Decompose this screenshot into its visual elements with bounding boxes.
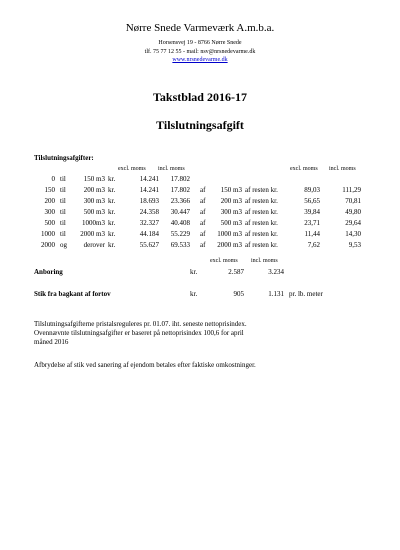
fee-rest-label: af resten kr. — [245, 219, 278, 227]
fee-excl: 14.241 — [139, 175, 159, 183]
fee-excl: 32.327 — [139, 219, 159, 227]
fee-excl: 55.627 — [139, 241, 159, 249]
fee-kr: kr. — [108, 186, 116, 194]
col-incl-moms-rest: incl. moms — [329, 166, 356, 172]
anboring-excl: 2.587 — [228, 268, 244, 276]
fee-rest-label: af resten kr. — [245, 241, 278, 249]
extra-col-excl: excl. moms — [210, 258, 238, 264]
fee-rest-incl: 70,81 — [345, 197, 361, 205]
stik-incl: 1.131 — [268, 290, 284, 298]
fee-from: 0 — [51, 175, 55, 183]
fee-from: 1000 — [41, 230, 55, 238]
fee-af: af — [200, 230, 206, 238]
fee-to: derover — [83, 241, 105, 249]
fee-rest-m3: 200 m3 — [220, 197, 242, 205]
fee-excl: 44.184 — [139, 230, 159, 238]
fee-af: af — [200, 197, 206, 205]
anboring-label: Anboring — [34, 268, 63, 276]
fee-from: 150 — [44, 186, 55, 194]
fee-from: 300 — [44, 208, 55, 216]
fees-heading: Tilslutningsafgifter: — [34, 154, 94, 162]
fee-til: til — [60, 197, 66, 205]
stik-excl: 905 — [233, 290, 244, 298]
fee-kr: kr. — [108, 219, 116, 227]
col-excl-moms-rest: excl. moms — [290, 166, 318, 172]
fee-rest-excl: 39,84 — [304, 208, 320, 216]
company-website-link[interactable]: www.nrsnedevarme.dk — [172, 57, 228, 63]
fee-incl: 40.408 — [170, 219, 190, 227]
fee-rest-m3: 300 m3 — [220, 208, 242, 216]
fee-kr: kr. — [108, 175, 116, 183]
fee-rest-incl: 111,29 — [342, 186, 361, 194]
fee-to: 300 m3 — [83, 197, 105, 205]
fee-kr: kr. — [108, 241, 116, 249]
fee-rest-m3: 1000 m3 — [217, 230, 242, 238]
fee-from: 500 — [44, 219, 55, 227]
fee-rest-excl: 11,44 — [304, 230, 320, 238]
fee-rest-label: af resten kr. — [245, 186, 278, 194]
fee-af: af — [200, 208, 206, 216]
fee-rest-excl: 56,65 — [304, 197, 320, 205]
anboring-kr: kr. — [190, 268, 198, 276]
fee-rest-m3: 2000 m3 — [217, 241, 242, 249]
fee-to: 2000 m3 — [80, 230, 105, 238]
fee-kr: kr. — [108, 230, 116, 238]
fee-af: af — [200, 186, 206, 194]
note-line-3: måned 2016 — [34, 338, 69, 346]
note-line-2: Ovennævnte tilslutningsafgifter er baseret på nettoprisindex 100,6 for april — [34, 329, 244, 337]
fee-rest-label: af resten kr. — [245, 208, 278, 216]
fee-til: til — [60, 208, 66, 216]
fee-to: 1000m3 — [82, 219, 105, 227]
fee-from: 2000 — [41, 241, 55, 249]
fee-rest-incl: 9,53 — [348, 241, 361, 249]
fee-rest-excl: 23,71 — [304, 219, 320, 227]
fee-to: 200 m3 — [83, 186, 105, 194]
page-title: Takstblad 2016-17 — [153, 90, 247, 104]
fee-rest-label: af resten kr. — [245, 197, 278, 205]
fee-incl: 69.533 — [170, 241, 190, 249]
company-name: Nørre Snede Varmeværk A.m.b.a. — [125, 22, 275, 34]
fee-til: til — [60, 230, 66, 238]
fee-kr: kr. — [108, 197, 116, 205]
anboring-incl: 3.234 — [268, 268, 284, 276]
fee-til: og — [60, 241, 67, 249]
extra-col-incl: incl. moms — [251, 258, 278, 264]
col-excl-moms: excl. moms — [118, 166, 146, 172]
fee-rest-incl: 49,80 — [345, 208, 361, 216]
fee-excl: 14.241 — [139, 186, 159, 194]
fee-rest-m3: 500 m3 — [220, 219, 242, 227]
company-contact: tlf. 75 77 12 55 - mail: nsv@nrsnedevarme.dk — [144, 49, 256, 55]
fee-rest-excl: 89,03 — [304, 186, 320, 194]
note-paragraph-2: Afbrydelse af stik ved sanering af ejendom betales efter faktiske omkostninger. — [34, 361, 256, 369]
fee-rest-excl: 7,62 — [307, 241, 320, 249]
fee-rest-m3: 150 m3 — [220, 186, 242, 194]
stik-kr: kr. — [190, 290, 198, 298]
page-subtitle: Tilslutningsafgift — [156, 118, 244, 132]
fee-incl: 17.802 — [170, 186, 190, 194]
fee-excl: 18.693 — [139, 197, 159, 205]
fee-af: af — [200, 241, 206, 249]
fee-to: 500 m3 — [83, 208, 105, 216]
fee-to: 150 m3 — [83, 175, 105, 183]
fee-excl: 24.358 — [139, 208, 159, 216]
fee-af: af — [200, 219, 206, 227]
fee-incl: 17.802 — [170, 175, 190, 183]
fee-til: til — [60, 186, 66, 194]
fee-rest-label: af resten kr. — [245, 230, 278, 238]
fee-kr: kr. — [108, 208, 116, 216]
fee-rest-incl: 14,30 — [345, 230, 361, 238]
fee-incl: 30.447 — [170, 208, 190, 216]
note-line-1: Tilslutningsafgifterne pristalsreguleres pr. 01.07. iht. seneste nettoprisindex. — [34, 320, 247, 328]
fee-incl: 55.229 — [170, 230, 190, 238]
fee-incl: 23.366 — [170, 197, 190, 205]
stik-label: Stik fra bagkant af fortov — [34, 290, 111, 298]
col-incl-moms: incl. moms — [158, 166, 185, 172]
stik-unit: pr. lb. meter — [289, 290, 323, 298]
fee-til: til — [60, 175, 66, 183]
fee-til: til — [60, 219, 66, 227]
fee-rest-incl: 29,64 — [345, 219, 361, 227]
fee-from: 200 — [44, 197, 55, 205]
company-address: Horsensvej 19 - 8766 Nørre Snede — [158, 40, 242, 46]
